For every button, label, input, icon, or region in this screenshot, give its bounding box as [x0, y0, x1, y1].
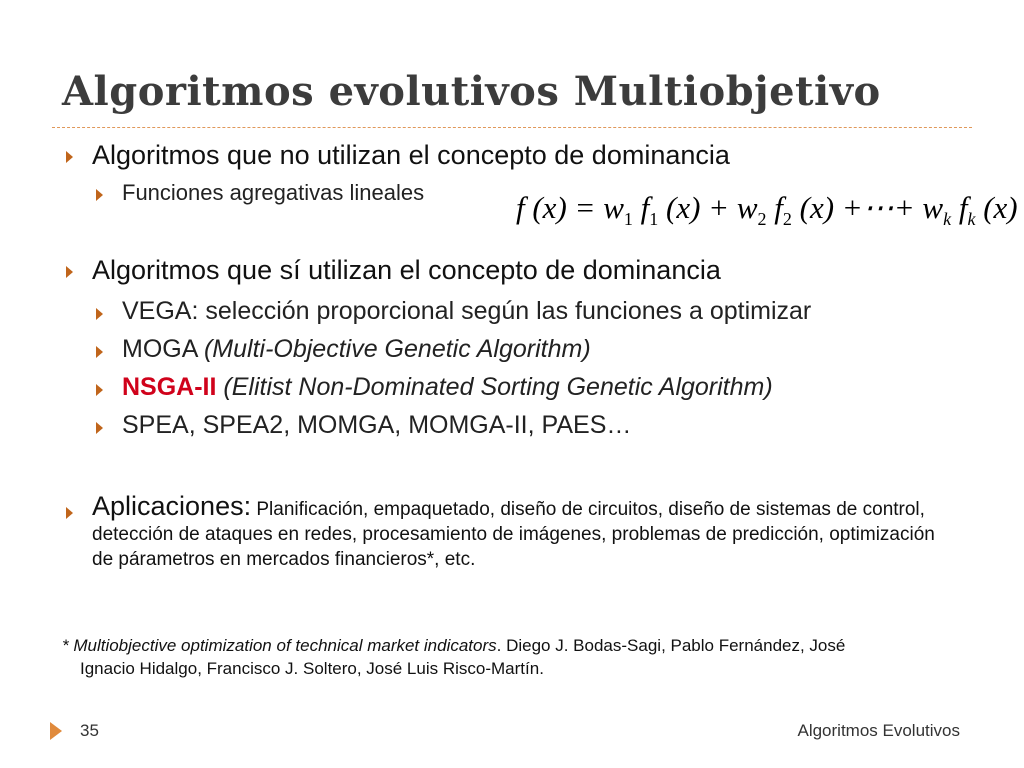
bullet-dominance: Algoritmos que sí utilizan el concepto de dominancia: [92, 255, 721, 285]
bullet-arrow-icon: [66, 507, 73, 519]
applications-paragraph: Aplicaciones: Planificación, empaquetado, diseño de circuitos, diseño de sistemas de control, detección de ataques en redes, procesamiento de imágenes, problemas de predicción, optimización de párametros en mercados financieros*, etc.: [92, 491, 935, 570]
bullet-arrow-icon: [66, 151, 73, 163]
footer-arrow-icon: [50, 722, 62, 740]
bullet-moga: MOGA (Multi-Objective Genetic Algorithm): [122, 335, 591, 363]
bullet-nsga2: NSGA-II (Elitist Non-Dominated Sorting Genetic Algorithm): [122, 373, 773, 401]
bullet-other-algorithms: SPEA, SPEA2, MOMGA, MOMGA-II, PAES…: [122, 411, 632, 439]
reference-note: * Multiobjective optimization of technical market indicators. Diego J. Bodas-Sagi, Pablo Fernández, José Ignacio Hidalgo, Francisco J. Soltero, José Luis Risco-Martín.: [62, 636, 846, 678]
page-title: Algoritmos evolutivos Multiobjetivo: [62, 68, 881, 115]
bullet-arrow-icon: [96, 308, 103, 320]
bullet-arrow-icon: [66, 266, 73, 278]
bullet-no-dominance: Algoritmos que no utilizan el concepto de dominancia: [92, 140, 730, 170]
footer-title: Algoritmos Evolutivos: [797, 721, 960, 740]
aggregation-formula: f $(x) = w_1$ $f_1$ $(x) + w_2$ $f_2$ (x) +⋯+ $w_k$ $f_k$ (x): [516, 190, 1018, 230]
bullet-arrow-icon: [96, 384, 103, 396]
bullet-arrow-icon: [96, 189, 103, 201]
bullet-linear-aggregation: Funciones agregativas lineales: [122, 180, 425, 205]
bullet-arrow-icon: [96, 346, 103, 358]
bullet-arrow-icon: [96, 422, 103, 434]
title-divider: [52, 127, 972, 128]
bullet-vega: VEGA: selección proporcional según las funciones a optimizar: [122, 297, 812, 325]
page-number: 35: [80, 721, 99, 740]
